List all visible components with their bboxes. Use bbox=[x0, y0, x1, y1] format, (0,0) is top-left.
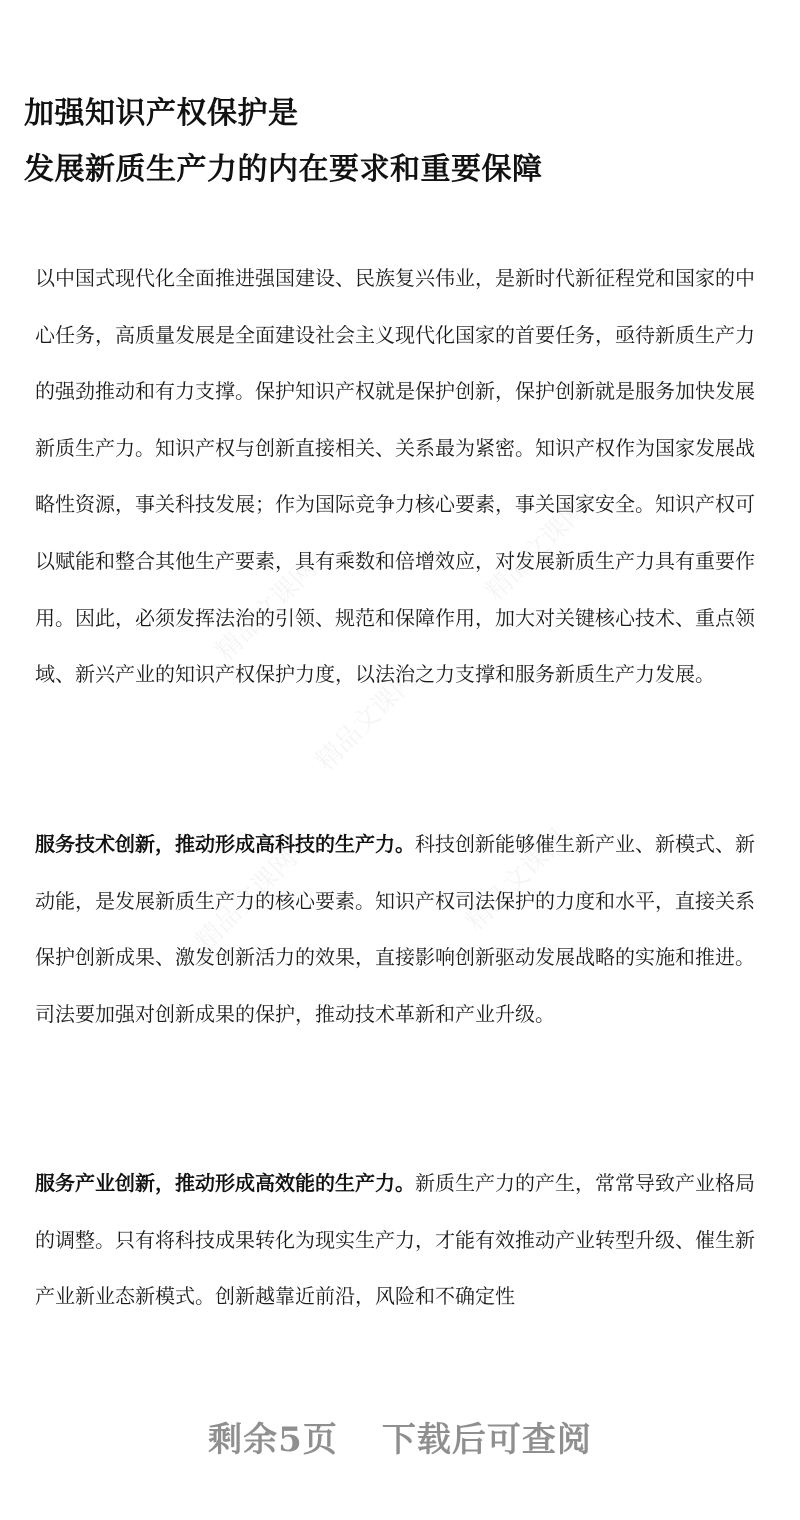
remaining-pages-label: 剩余5页 bbox=[208, 1420, 338, 1460]
download-prompt[interactable] bbox=[0, 1412, 800, 1461]
paragraph-2-lead: 服务技术创新，推动形成高科技的生产力。 bbox=[35, 832, 415, 856]
title-line-1: 加强知识产权保护是 bbox=[24, 96, 299, 131]
document-title bbox=[24, 86, 784, 198]
title-line-2: 发展新质生产力的内在要求和重要保障 bbox=[24, 152, 543, 187]
paragraph-3-text: 新质生产力的产生，常常导致产业格局的调整。只有将科技成果转化为现实生产力，才能有效推动产业转型升级、催生新产业新业态新模式。创新越靠近前沿，风险和不确定性 bbox=[35, 1171, 755, 1309]
paragraph-3-lead: 服务产业创新，推动形成高效能的生产力。 bbox=[35, 1171, 415, 1195]
paragraph-3 bbox=[35, 1155, 770, 1325]
download-to-view-label: 下载后可查阅 bbox=[381, 1420, 592, 1460]
paragraph-2 bbox=[35, 816, 770, 1042]
paragraph-1-text: 以中国式现代化全面推进强国建设、民族复兴伟业，是新时代新征程党和国家的中心任务，高质量发展是全面建设社会主义现代化国家的首要任务，亟待新质生产力的强劲推动和有力支撑。保护知识产权就是保护创新，保护创新就是服务加快发展新质生产力。知识产权与创新直接相关、关系最为紧密。知识产权作为国家发展战略性资源，事关科技发展；作为国际竞争力核心要素，事关国家安全。知识产权可以赋能和整合其他生产要素，具有乘数和倍增效应，对发展新质生产力具有重要作用。因此，必须发挥法治的引领、规范和保障作用，加大对关键核心技术、重点领域、新兴产业的知识产权保护力度，以法治之力支撑和服务新质生产力发展。 bbox=[35, 266, 755, 687]
paragraph-1 bbox=[35, 250, 770, 703]
paragraph-2-text: 科技创新能够催生新产业、新模式、新动能，是发展新质生产力的核心要素。知识产权司法保护的力度和水平，直接关系保护创新成果、激发创新活力的效果，直接影响创新驱动发展战略的实施和推进。司法要加强对创新成果的保护，推动技术革新和产业升级。 bbox=[35, 832, 755, 1026]
